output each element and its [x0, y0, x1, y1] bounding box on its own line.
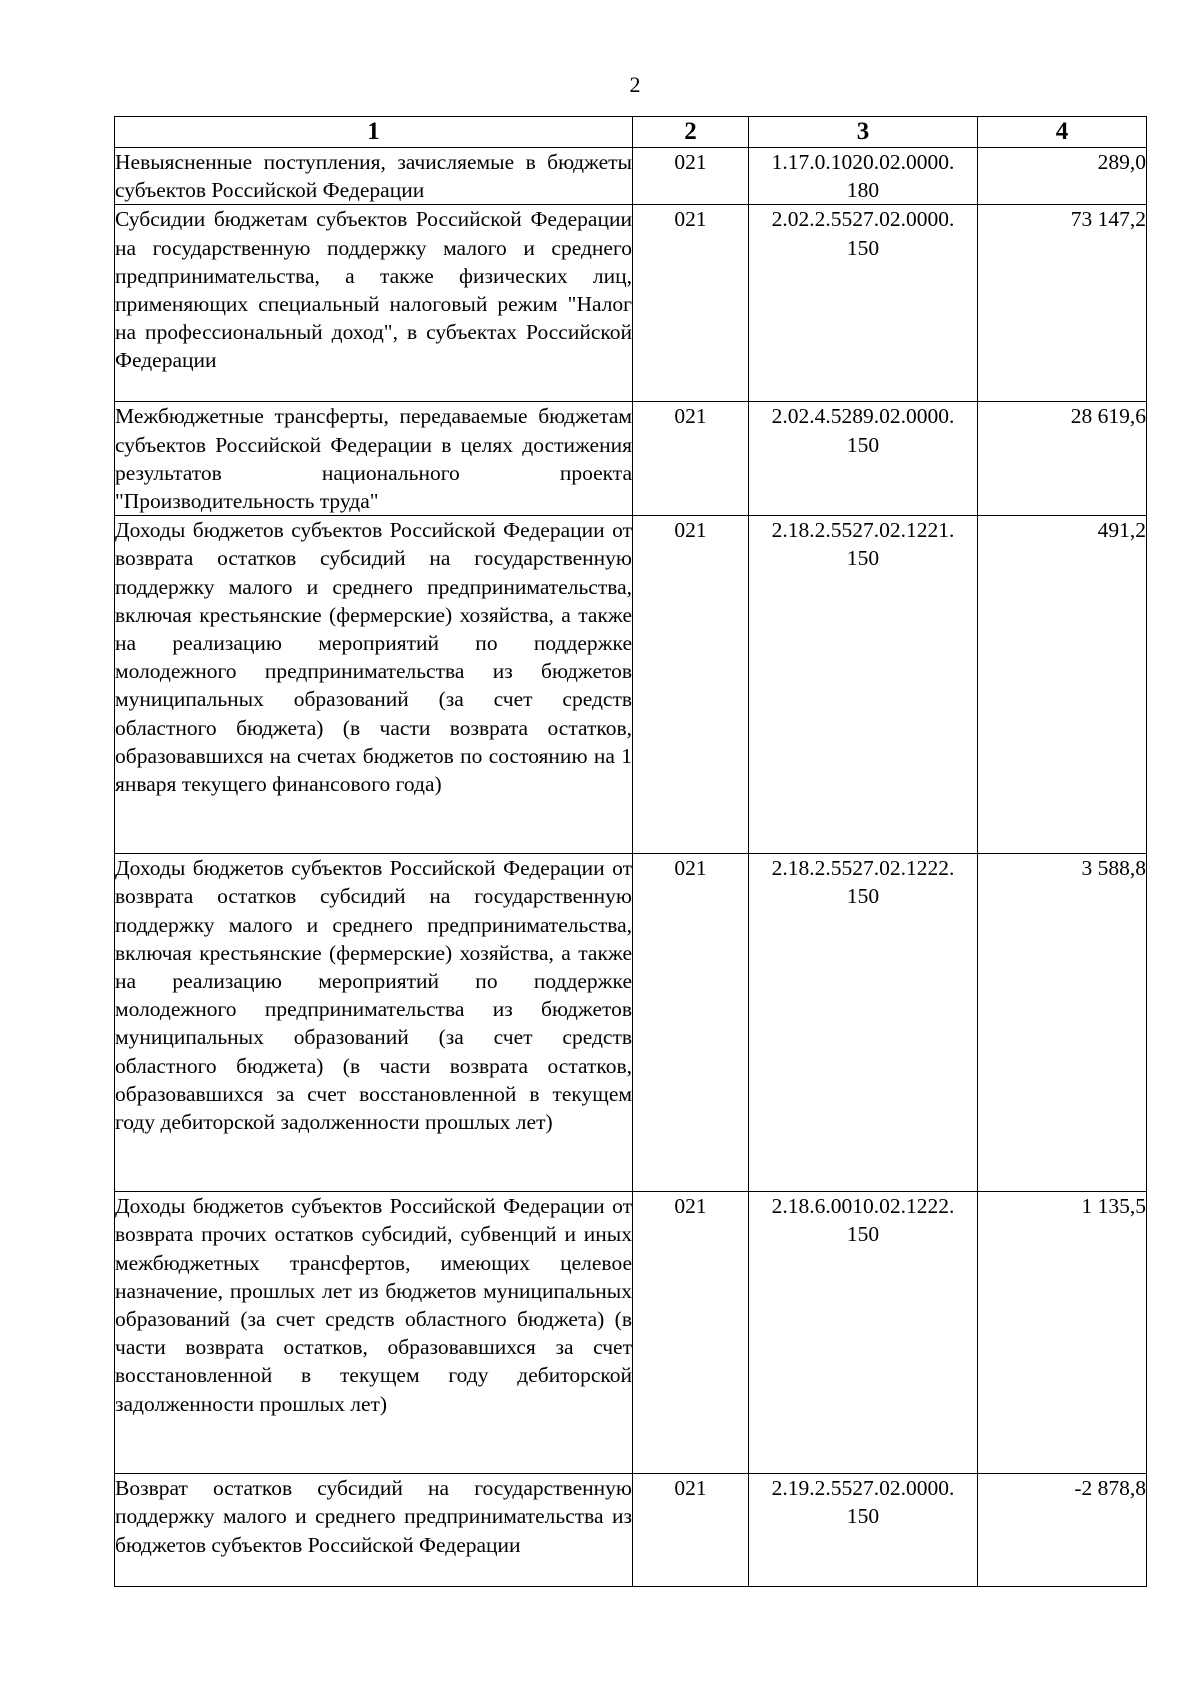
budget-revenue-table: [114, 116, 1147, 1587]
table-row: [115, 1474, 1147, 1587]
amount: 3 588,8: [978, 854, 1147, 1192]
table-row: [115, 1192, 1147, 1474]
column-header: 3: [749, 117, 978, 148]
amount: 289,0: [978, 148, 1147, 205]
table-header: [115, 117, 1147, 148]
admin-code: 021: [633, 1474, 749, 1587]
amount: 491,2: [978, 516, 1147, 854]
revenue-name: Невыясненные поступления, зачисляемые в бюджеты субъектов Российской Федерации: [115, 148, 633, 205]
budget-classification-code: 1.17.0.1020.02.0000. 180: [749, 148, 978, 205]
column-header: 1: [115, 117, 633, 148]
page-number: 2: [629, 72, 641, 97]
table-row: [115, 148, 1147, 205]
amount: 28 619,6: [978, 402, 1147, 516]
budget-classification-code: 2.02.2.5527.02.0000. 150: [749, 205, 978, 402]
table-row: [115, 516, 1147, 854]
admin-code: 021: [633, 516, 749, 854]
budget-classification-code: 2.18.2.5527.02.1222. 150: [749, 854, 978, 1192]
revenue-name: Субсидии бюджетам субъектов Российской Федерации на государственную поддержку малого и среднего предпринимательства, а также физических лиц, применяющих специальный налоговый режим "Налог на профессиональный доход", в субъектах Российской Федерации: [115, 205, 633, 402]
revenue-name: Доходы бюджетов субъектов Российской Федерации от возврата остатков субсидий на государственную поддержку малого и среднего предпринимательства, включая крестьянские (фермерские) хозяйства, а также на реализацию мероприятий по поддержке молодежного предпринимательства из бюджетов муниципальных образований (за счет средств областного бюджета) (в части возврата остатков, образовавшихся за счет восстановленной в текущем году дебиторской задолженности прошлых лет): [115, 854, 633, 1192]
budget-classification-code: 2.19.2.5527.02.0000. 150: [749, 1474, 978, 1587]
table-row: [115, 854, 1147, 1192]
table-body: [115, 148, 1147, 1587]
admin-code: 021: [633, 402, 749, 516]
budget-classification-code: 2.18.6.0010.02.1222. 150: [749, 1192, 978, 1474]
admin-code: 021: [633, 854, 749, 1192]
table-row: [115, 205, 1147, 402]
amount: 1 135,5: [978, 1192, 1147, 1474]
revenue-name: Возврат остатков субсидий на государственную поддержку малого и среднего предпринимательства из бюджетов субъектов Российской Федерации: [115, 1474, 633, 1587]
amount: -2 878,8: [978, 1474, 1147, 1587]
amount: 73 147,2: [978, 205, 1147, 402]
revenue-name: Доходы бюджетов субъектов Российской Федерации от возврата прочих остатков субсидий, субвенций и иных межбюджетных трансфертов, имеющих целевое назначение, прошлых лет из бюджетов муниципальных образований (за счет средств областного бюджета) (в части возврата остатков, образовавшихся за счет восстановленной в текущем году дебиторской задолженности прошлых лет): [115, 1192, 633, 1474]
revenue-name: Межбюджетные трансферты, передаваемые бюджетам субъектов Российской Федерации в целях достижения результатов национального проекта "Производительность труда": [115, 402, 633, 516]
admin-code: 021: [633, 205, 749, 402]
header-row: [115, 117, 1147, 148]
column-header: 2: [633, 117, 749, 148]
revenue-name: Доходы бюджетов субъектов Российской Федерации от возврата остатков субсидий на государственную поддержку малого и среднего предпринимательства, включая крестьянские (фермерские) хозяйства, а также на реализацию мероприятий по поддержке молодежного предпринимательства из бюджетов муниципальных образований (за счет средств областного бюджета) (в части возврата остатков, образовавшихся на счетах бюджетов по состоянию на 1 января текущего финансового года): [115, 516, 633, 854]
budget-classification-code: 2.18.2.5527.02.1221. 150: [749, 516, 978, 854]
budget-classification-code: 2.02.4.5289.02.0000. 150: [749, 402, 978, 516]
admin-code: 021: [633, 148, 749, 205]
column-header: 4: [978, 117, 1147, 148]
table-row: [115, 402, 1147, 516]
admin-code: 021: [633, 1192, 749, 1474]
